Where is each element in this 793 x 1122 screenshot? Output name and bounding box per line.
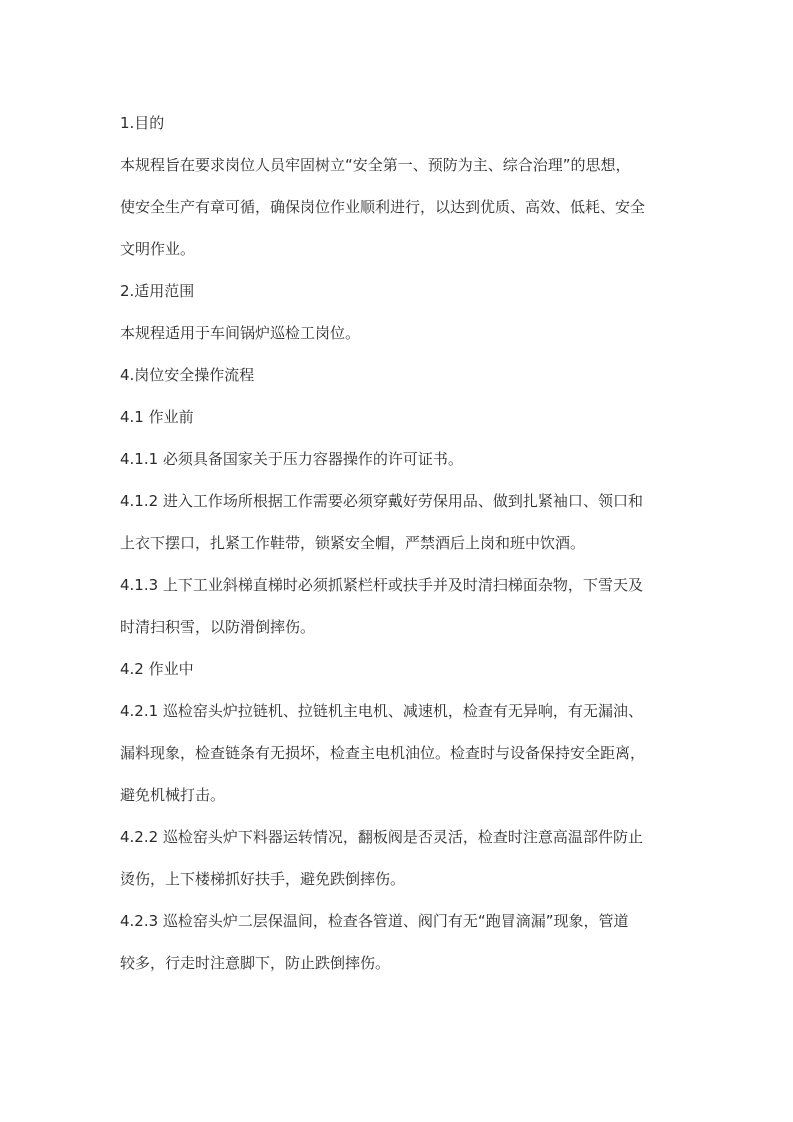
- paragraph-line: 文明作业。: [120, 240, 196, 258]
- paragraph-line: 本规程旨在要求岗位人员牢固树立“安全第一、预防为主、综合治理”的思想，: [120, 156, 631, 174]
- document-body: [120, 102, 680, 984]
- section-heading-scope: 2.适用范围: [120, 282, 195, 300]
- section-heading-procedure: 4.岗位安全操作流程: [120, 366, 255, 384]
- clause-line: 4.2.2 巡检窑头炉下料器运转情况，翻板阀是否灵活，检查时注意高温部件防止: [120, 828, 643, 846]
- paragraph-line: 本规程适用于车间锅炉巡检工岗位。: [120, 324, 361, 342]
- clause-line: 时清扫积雪，以防滑倒摔伤。: [120, 618, 316, 636]
- subsection-heading-before-work: 4.1 作业前: [120, 408, 194, 426]
- clause-line: 烫伤，上下楼梯抓好扶手，避免跌倒摔伤。: [120, 870, 406, 888]
- paragraph-line: 使安全生产有章可循，确保岗位作业顺利进行，以达到优质、高效、低耗、安全: [120, 198, 646, 216]
- clause-line: 4.2.1 巡检窑头炉拉链机、拉链机主电机、减速机，检查有无异响，有无漏油、: [120, 702, 643, 720]
- section-heading-purpose: 1.目的: [120, 114, 165, 132]
- clause-line: 4.2.3 巡检窑头炉二层保温间，检查各管道、阀门有无“跑冒滴漏”现象，管道: [120, 912, 629, 930]
- subsection-heading-during-work: 4.2 作业中: [120, 660, 194, 678]
- clause-line: 漏料现象，检查链条有无损坏，检查主电机油位。检查时与设备保持安全距离，: [120, 744, 646, 762]
- clause-line: 避免机械打击。: [120, 786, 226, 804]
- clause-line: 较多，行走时注意脚下，防止跌倒摔伤。: [120, 954, 391, 972]
- clause-line: 4.1.2 进入工作场所根据工作需要必须穿戴好劳保用品、做到扎紧袖口、领口和: [120, 492, 643, 510]
- clause-line: 上衣下摆口，扎紧工作鞋带，锁紧安全帽，严禁酒后上岗和班中饮酒。: [120, 534, 586, 552]
- clause-line: 4.1.3 上下工业斜梯直梯时必须抓紧栏杆或扶手并及时清扫梯面杂物，下雪天及: [120, 576, 643, 594]
- clause-line: 4.1.1 必须具备国家关于压力容器操作的许可证书。: [120, 450, 463, 468]
